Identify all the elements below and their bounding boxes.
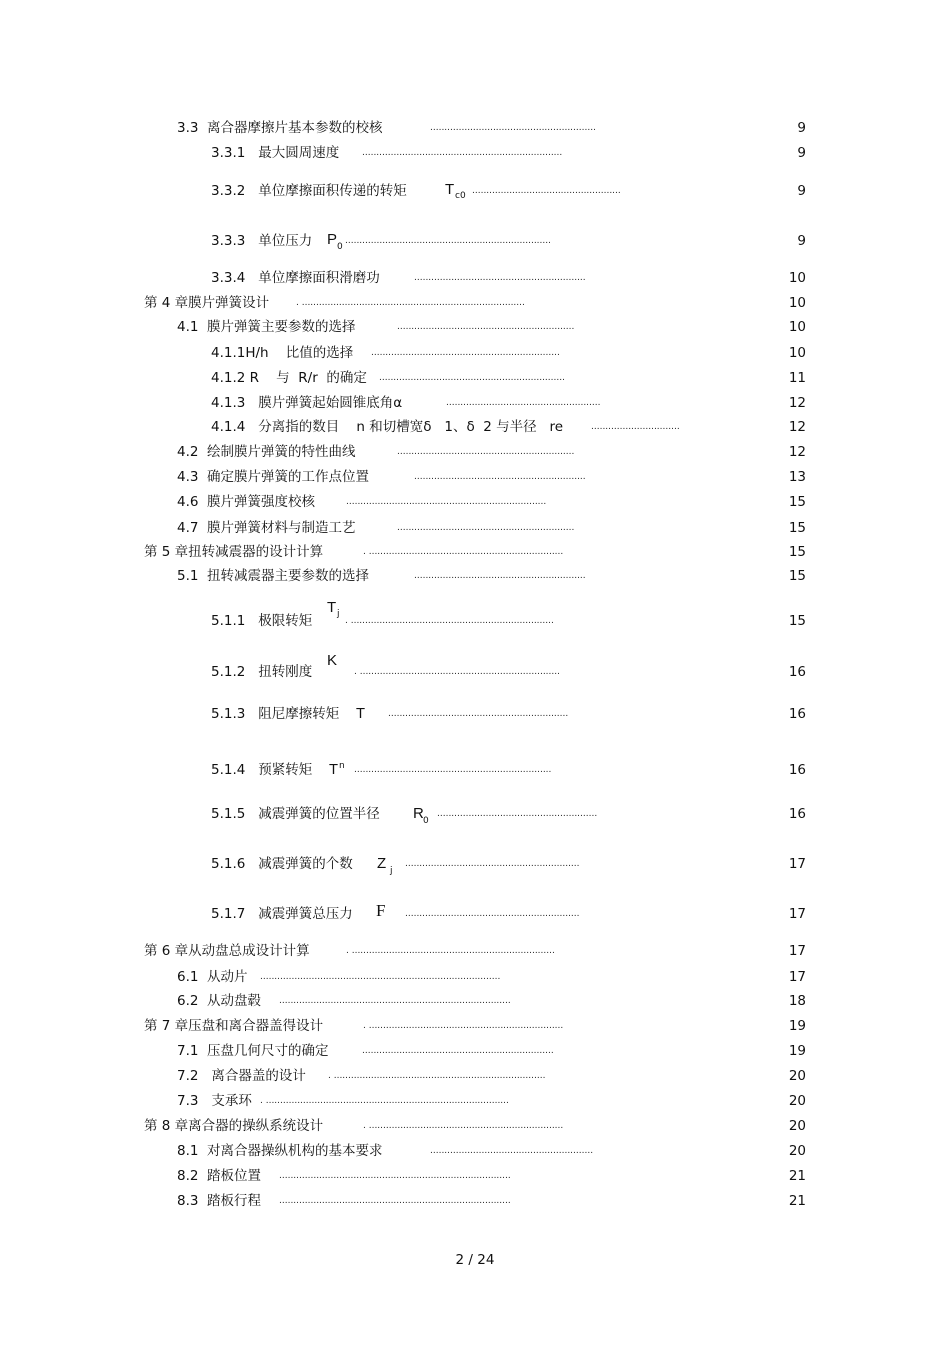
toc-entry-label: 第 8 章离合器的操纵系统设计 xyxy=(144,1118,324,1134)
toc-leader-dots: ............................................................. xyxy=(405,909,580,919)
toc-entry-label: 5.1.4 预紧转矩 T xyxy=(211,762,338,778)
toc-entry-page: 15 xyxy=(788,544,806,560)
toc-entry-page: 20 xyxy=(788,1068,806,1084)
toc-entry-label: 4.6 膜片弹簧强度校核 xyxy=(177,494,316,510)
toc-leader-dots: ........................................................................ xyxy=(345,236,551,246)
toc-entry[interactable] xyxy=(0,804,950,824)
toc-entry-label: 6.2 从动盘毂 xyxy=(177,993,262,1009)
toc-entry-label: 第 7 章压盘和离合器盖得设计 xyxy=(144,1018,324,1034)
toc-subscript: n xyxy=(339,761,345,771)
toc-entry-page: 12 xyxy=(788,444,806,460)
toc-entry-page: 11 xyxy=(788,370,806,386)
toc-entry[interactable] xyxy=(0,417,950,437)
toc-entry-label: 5.1.3 阻尼摩擦转矩 T xyxy=(211,706,365,722)
toc-entry-page: 15 xyxy=(788,494,806,510)
toc-leader-dots: ...................................................... xyxy=(446,398,601,408)
toc-entry[interactable] xyxy=(0,566,950,586)
toc-leader-dots: ............................................................... xyxy=(388,709,569,719)
toc-leader-dots: ............................... xyxy=(591,422,680,432)
toc-subscript: 0 xyxy=(337,242,343,252)
toc-entry-page: 16 xyxy=(788,664,806,680)
toc-entry[interactable] xyxy=(0,760,950,780)
toc-leader-dots: ........................................................ xyxy=(437,809,598,819)
toc-entry-page: 16 xyxy=(788,706,806,722)
toc-symbol: Z xyxy=(377,855,387,872)
toc-entry[interactable] xyxy=(0,542,950,562)
toc-entry-label: 3.3.2 单位摩擦面积传递的转矩 xyxy=(211,183,407,199)
toc-entry[interactable] xyxy=(0,854,950,874)
toc-entry-page: 9 xyxy=(797,183,806,199)
toc-subscript: j xyxy=(390,866,393,876)
toc-entry[interactable] xyxy=(0,1116,950,1136)
toc-entry[interactable] xyxy=(0,118,950,138)
toc-entry-label: 第 4 章膜片弹簧设计 xyxy=(144,295,270,311)
toc-entry-label: 7.2 离合器盖的设计 xyxy=(177,1068,306,1084)
toc-leader-dots: ............................................................ xyxy=(414,273,586,283)
toc-entry-page: 21 xyxy=(788,1193,806,1209)
toc-entry-page: 9 xyxy=(797,120,806,136)
toc-entry[interactable] xyxy=(0,941,950,961)
toc-entry-label: 4.7 膜片弹簧材料与制造工艺 xyxy=(177,520,356,536)
toc-entry[interactable] xyxy=(0,317,950,337)
toc-entry-page: 9 xyxy=(797,233,806,249)
toc-entry[interactable] xyxy=(0,599,950,631)
toc-entry[interactable] xyxy=(0,704,950,724)
toc-leader-dots: ................................................................................. xyxy=(279,1171,511,1181)
toc-leader-dots: ................................................................................. xyxy=(279,1196,511,1206)
toc-leader-dots: . .................................................................... xyxy=(363,547,564,557)
toc-leader-dots: . ....................................................................... xyxy=(345,616,554,626)
toc-leader-dots: .......................................................... xyxy=(430,123,596,133)
toc-entry[interactable] xyxy=(0,652,950,682)
toc-symbol: P xyxy=(327,231,338,248)
toc-entry[interactable] xyxy=(0,901,950,924)
toc-entry[interactable] xyxy=(0,268,950,288)
toc-leader-dots: .................................................................................... xyxy=(260,972,501,982)
toc-entry-page: 9 xyxy=(797,145,806,161)
toc-leader-dots: . ....................................................................... xyxy=(346,946,555,956)
toc-leader-dots: .............................................................. xyxy=(397,322,575,332)
toc-leader-dots: .............................................................. xyxy=(397,523,575,533)
toc-entry-page: 20 xyxy=(788,1093,806,1109)
toc-leader-dots: ...................................................................... xyxy=(362,148,563,158)
toc-entry[interactable] xyxy=(0,467,950,487)
toc-subscript: 0 xyxy=(423,816,429,826)
toc-subscript: j xyxy=(337,609,340,619)
toc-leader-dots: .............................................................. xyxy=(397,447,575,457)
toc-entry-label: 5.1.5 减震弹簧的位置半径 xyxy=(211,806,380,822)
toc-entry-page: 17 xyxy=(788,906,806,922)
toc-symbol: F xyxy=(376,901,386,920)
toc-entry-label: 4.1 膜片弹簧主要参数的选择 xyxy=(177,319,356,335)
toc-entry-page: 10 xyxy=(788,319,806,335)
toc-entry-page: 17 xyxy=(788,943,806,959)
toc-entry-label: 第 5 章扭转减震器的设计计算 xyxy=(144,544,324,560)
toc-entry-label: 3.3.3 单位压力 xyxy=(211,233,313,249)
toc-entry-label: 4.2 绘制膜片弹簧的特性曲线 xyxy=(177,444,356,460)
toc-entry-label: 5.1.7 减震弹簧总压力 xyxy=(211,906,353,922)
toc-entry-label: 5.1.6 减震弹簧的个数 xyxy=(211,856,353,872)
toc-leader-dots: .................................................... xyxy=(472,186,621,196)
toc-entry-label: 8.1 对离合器操纵机构的基本要求 xyxy=(177,1143,383,1159)
toc-symbol: K xyxy=(327,652,338,669)
toc-entry-label: 5.1.1 极限转矩 xyxy=(211,613,313,629)
toc-entry-page: 13 xyxy=(788,469,806,485)
toc-entry[interactable] xyxy=(0,1166,950,1186)
toc-entry-label: 8.3 踏板行程 xyxy=(177,1193,262,1209)
toc-entry[interactable] xyxy=(0,393,950,413)
toc-entry-page: 18 xyxy=(788,993,806,1009)
toc-entry[interactable] xyxy=(0,368,950,388)
toc-entry-page: 19 xyxy=(788,1043,806,1059)
toc-entry-page: 15 xyxy=(788,568,806,584)
toc-leader-dots: . ..................................................................................... xyxy=(260,1096,509,1106)
toc-leader-dots: . .............................................................................. xyxy=(296,298,525,308)
toc-entry-label: 3.3.1 最大圆周速度 xyxy=(211,145,340,161)
toc-entry[interactable] xyxy=(0,1041,950,1061)
toc-entry[interactable] xyxy=(0,518,950,538)
toc-entry-page: 15 xyxy=(788,613,806,629)
toc-entry-label: 4.1.1H/h 比值的选择 xyxy=(211,345,354,361)
toc-entry-label: 3.3.4 单位摩擦面积滑磨功 xyxy=(211,270,380,286)
toc-entry[interactable] xyxy=(0,181,950,201)
toc-leader-dots: ................................................................................. xyxy=(279,996,511,1006)
toc-entry-label: 3.3 离合器摩擦片基本参数的校核 xyxy=(177,120,383,136)
toc-leader-dots: . .................................................................... xyxy=(363,1021,564,1031)
toc-leader-dots: ............................................................ xyxy=(414,472,586,482)
toc-symbol: T xyxy=(445,181,455,198)
toc-entry[interactable] xyxy=(0,442,950,462)
toc-entry-page: 10 xyxy=(788,295,806,311)
toc-entry[interactable] xyxy=(0,293,950,313)
page-number-footer: 2 / 24 xyxy=(455,1252,495,1268)
toc-entry-page: 19 xyxy=(788,1018,806,1034)
toc-entry-page: 20 xyxy=(788,1143,806,1159)
toc-entry[interactable] xyxy=(0,343,950,363)
toc-entry-label: 4.1.3 膜片弹簧起始圆锥底角α xyxy=(211,395,403,411)
toc-leader-dots: ................................................................... xyxy=(362,1046,554,1056)
toc-leader-dots: ...................................................................... xyxy=(346,497,547,507)
toc-entry-label: 5.1 扭转减震器主要参数的选择 xyxy=(177,568,370,584)
toc-entry[interactable] xyxy=(0,1141,950,1161)
toc-entry-page: 12 xyxy=(788,395,806,411)
toc-leader-dots: . .......................................................................... xyxy=(328,1071,546,1081)
toc-entry[interactable] xyxy=(0,991,950,1011)
toc-entry-page: 10 xyxy=(788,270,806,286)
toc-entry-page: 21 xyxy=(788,1168,806,1184)
toc-entry-label: 7.1 压盘几何尺寸的确定 xyxy=(177,1043,329,1059)
toc-entry[interactable] xyxy=(0,1091,950,1111)
toc-leader-dots: ................................................................. xyxy=(379,373,565,383)
toc-entry[interactable] xyxy=(0,492,950,512)
toc-entry-label: 6.1 从动片 xyxy=(177,969,248,985)
toc-leader-dots: ......................................................... xyxy=(430,1146,594,1156)
toc-entry-page: 16 xyxy=(788,806,806,822)
toc-entry-label: 第 6 章从动盘总成设计计算 xyxy=(144,943,310,959)
toc-entry-page: 10 xyxy=(788,345,806,361)
toc-entry-page: 20 xyxy=(788,1118,806,1134)
toc-symbol: R xyxy=(413,805,424,822)
toc-entry[interactable] xyxy=(0,1016,950,1036)
toc-leader-dots: . .................................................................... xyxy=(363,1121,564,1131)
toc-entry[interactable] xyxy=(0,143,950,163)
toc-entry-label: 4.3 确定膜片弹簧的工作点位置 xyxy=(177,469,370,485)
toc-leader-dots: .................................................................. xyxy=(371,348,560,358)
toc-entry[interactable] xyxy=(0,1191,950,1211)
toc-leader-dots: ............................................................. xyxy=(405,859,580,869)
toc-leader-dots: ..................................................................... xyxy=(354,765,552,775)
toc-entry-page: 17 xyxy=(788,969,806,985)
toc-entry-label: 4.1.2 R 与 R/r 的确定 xyxy=(211,370,367,386)
toc-subscript: c0 xyxy=(455,191,466,201)
toc-entry[interactable] xyxy=(0,231,950,251)
toc-entry-label: 7.3 支承环 xyxy=(177,1093,252,1109)
toc-entry-page: 16 xyxy=(788,762,806,778)
toc-entry-label: 8.2 踏板位置 xyxy=(177,1168,262,1184)
toc-entry-label: 5.1.2 扭转刚度 xyxy=(211,664,313,680)
toc-entry[interactable] xyxy=(0,1066,950,1086)
toc-entry[interactable] xyxy=(0,967,950,987)
toc-leader-dots: . ...................................................................... xyxy=(354,667,560,677)
toc-entry-label: 4.1.4 分离指的数目 n 和切槽宽δ 1、δ 2 与半径 re xyxy=(211,419,564,435)
toc-entry-page: 12 xyxy=(788,419,806,435)
toc-entry-page: 15 xyxy=(788,520,806,536)
toc-entry-page: 17 xyxy=(788,856,806,872)
toc-leader-dots: ............................................................ xyxy=(414,571,586,581)
toc-symbol: T xyxy=(327,599,337,616)
